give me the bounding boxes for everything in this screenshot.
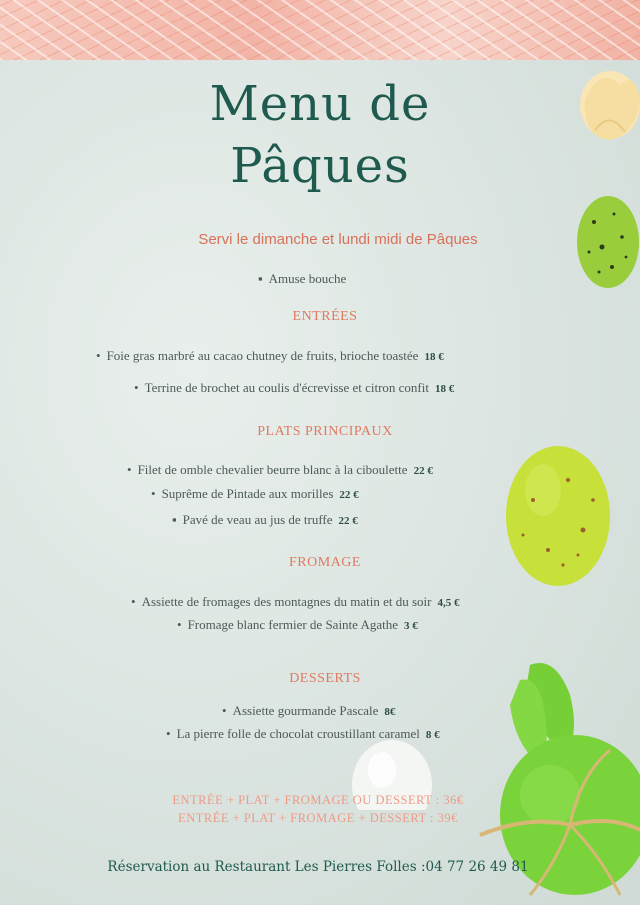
item-label: Pavé de veau au jus de truffe <box>182 512 333 527</box>
bullet: • <box>166 726 171 741</box>
bullet: • <box>131 594 136 609</box>
amuse-bouche-item <box>258 271 346 287</box>
formula-line: ENTRÉE + PLAT + FROMAGE + DESSERT : 39€ <box>178 811 458 825</box>
section-title-desserts: DESSERTS <box>289 671 361 686</box>
item-label: Foie gras marbré au cacao chutney de fruits, brioche toastée <box>106 348 419 363</box>
section-title-entrees: ENTRÉES <box>292 309 358 324</box>
item-price: 18 € <box>424 351 444 363</box>
item-price: 4,5 € <box>437 597 460 609</box>
section-title-fromage: FROMAGE <box>289 555 361 570</box>
reservation-line: Réservation au Restaurant Les Pierres Folles :04 77 26 49 81 <box>107 859 529 875</box>
bullet: ▪ <box>172 512 177 527</box>
menu-item <box>222 703 395 719</box>
item-price: 22 € <box>338 515 358 527</box>
item-label: Amuse bouche <box>268 271 347 286</box>
item-label: Assiette de fromages des montagnes du matin et du soir <box>141 594 432 609</box>
item-label: Assiette gourmande Pascale <box>232 703 379 718</box>
item-price: 3 € <box>404 620 418 632</box>
item-label: Filet de omble chevalier beurre blanc à la ciboulette <box>137 462 408 477</box>
item-price: 22 € <box>413 465 433 477</box>
menu-item <box>134 380 454 396</box>
menu-title-line2: Pâques <box>230 138 410 194</box>
item-label: Fromage blanc fermier de Sainte Agathe <box>187 617 399 632</box>
menu-title-line1: Menu de <box>209 76 431 132</box>
menu-item <box>127 462 433 478</box>
menu-item <box>151 486 359 502</box>
bullet: ▪ <box>258 271 263 286</box>
bullet: • <box>134 380 139 395</box>
menu-item <box>131 594 459 610</box>
bullet: • <box>151 486 156 501</box>
item-label: Suprême de Pintade aux morilles <box>161 486 334 501</box>
item-price: 8€ <box>384 706 396 718</box>
menu-item <box>177 617 418 633</box>
bullet: • <box>96 348 101 363</box>
marble-header-band <box>0 0 640 60</box>
menu-item <box>96 348 444 364</box>
menu-item <box>172 512 358 528</box>
section-title-plats: PLATS PRINCIPAUX <box>257 424 393 439</box>
item-label: Terrine de brochet au coulis d'écrevisse et citron confit <box>144 380 429 395</box>
bullet: • <box>177 617 182 632</box>
menu-item <box>166 726 440 742</box>
menu-subtitle: Servi le dimanche et lundi midi de Pâques <box>198 231 478 248</box>
item-price: 18 € <box>435 383 455 395</box>
bullet: • <box>127 462 132 477</box>
bullet: • <box>222 703 227 718</box>
item-label: La pierre folle de chocolat croustillant caramel <box>176 726 420 741</box>
formula-line: ENTRÉE + PLAT + FROMAGE OU DESSERT : 36€ <box>172 793 464 807</box>
item-price: 8 € <box>425 729 440 741</box>
item-price: 22 € <box>339 489 359 501</box>
